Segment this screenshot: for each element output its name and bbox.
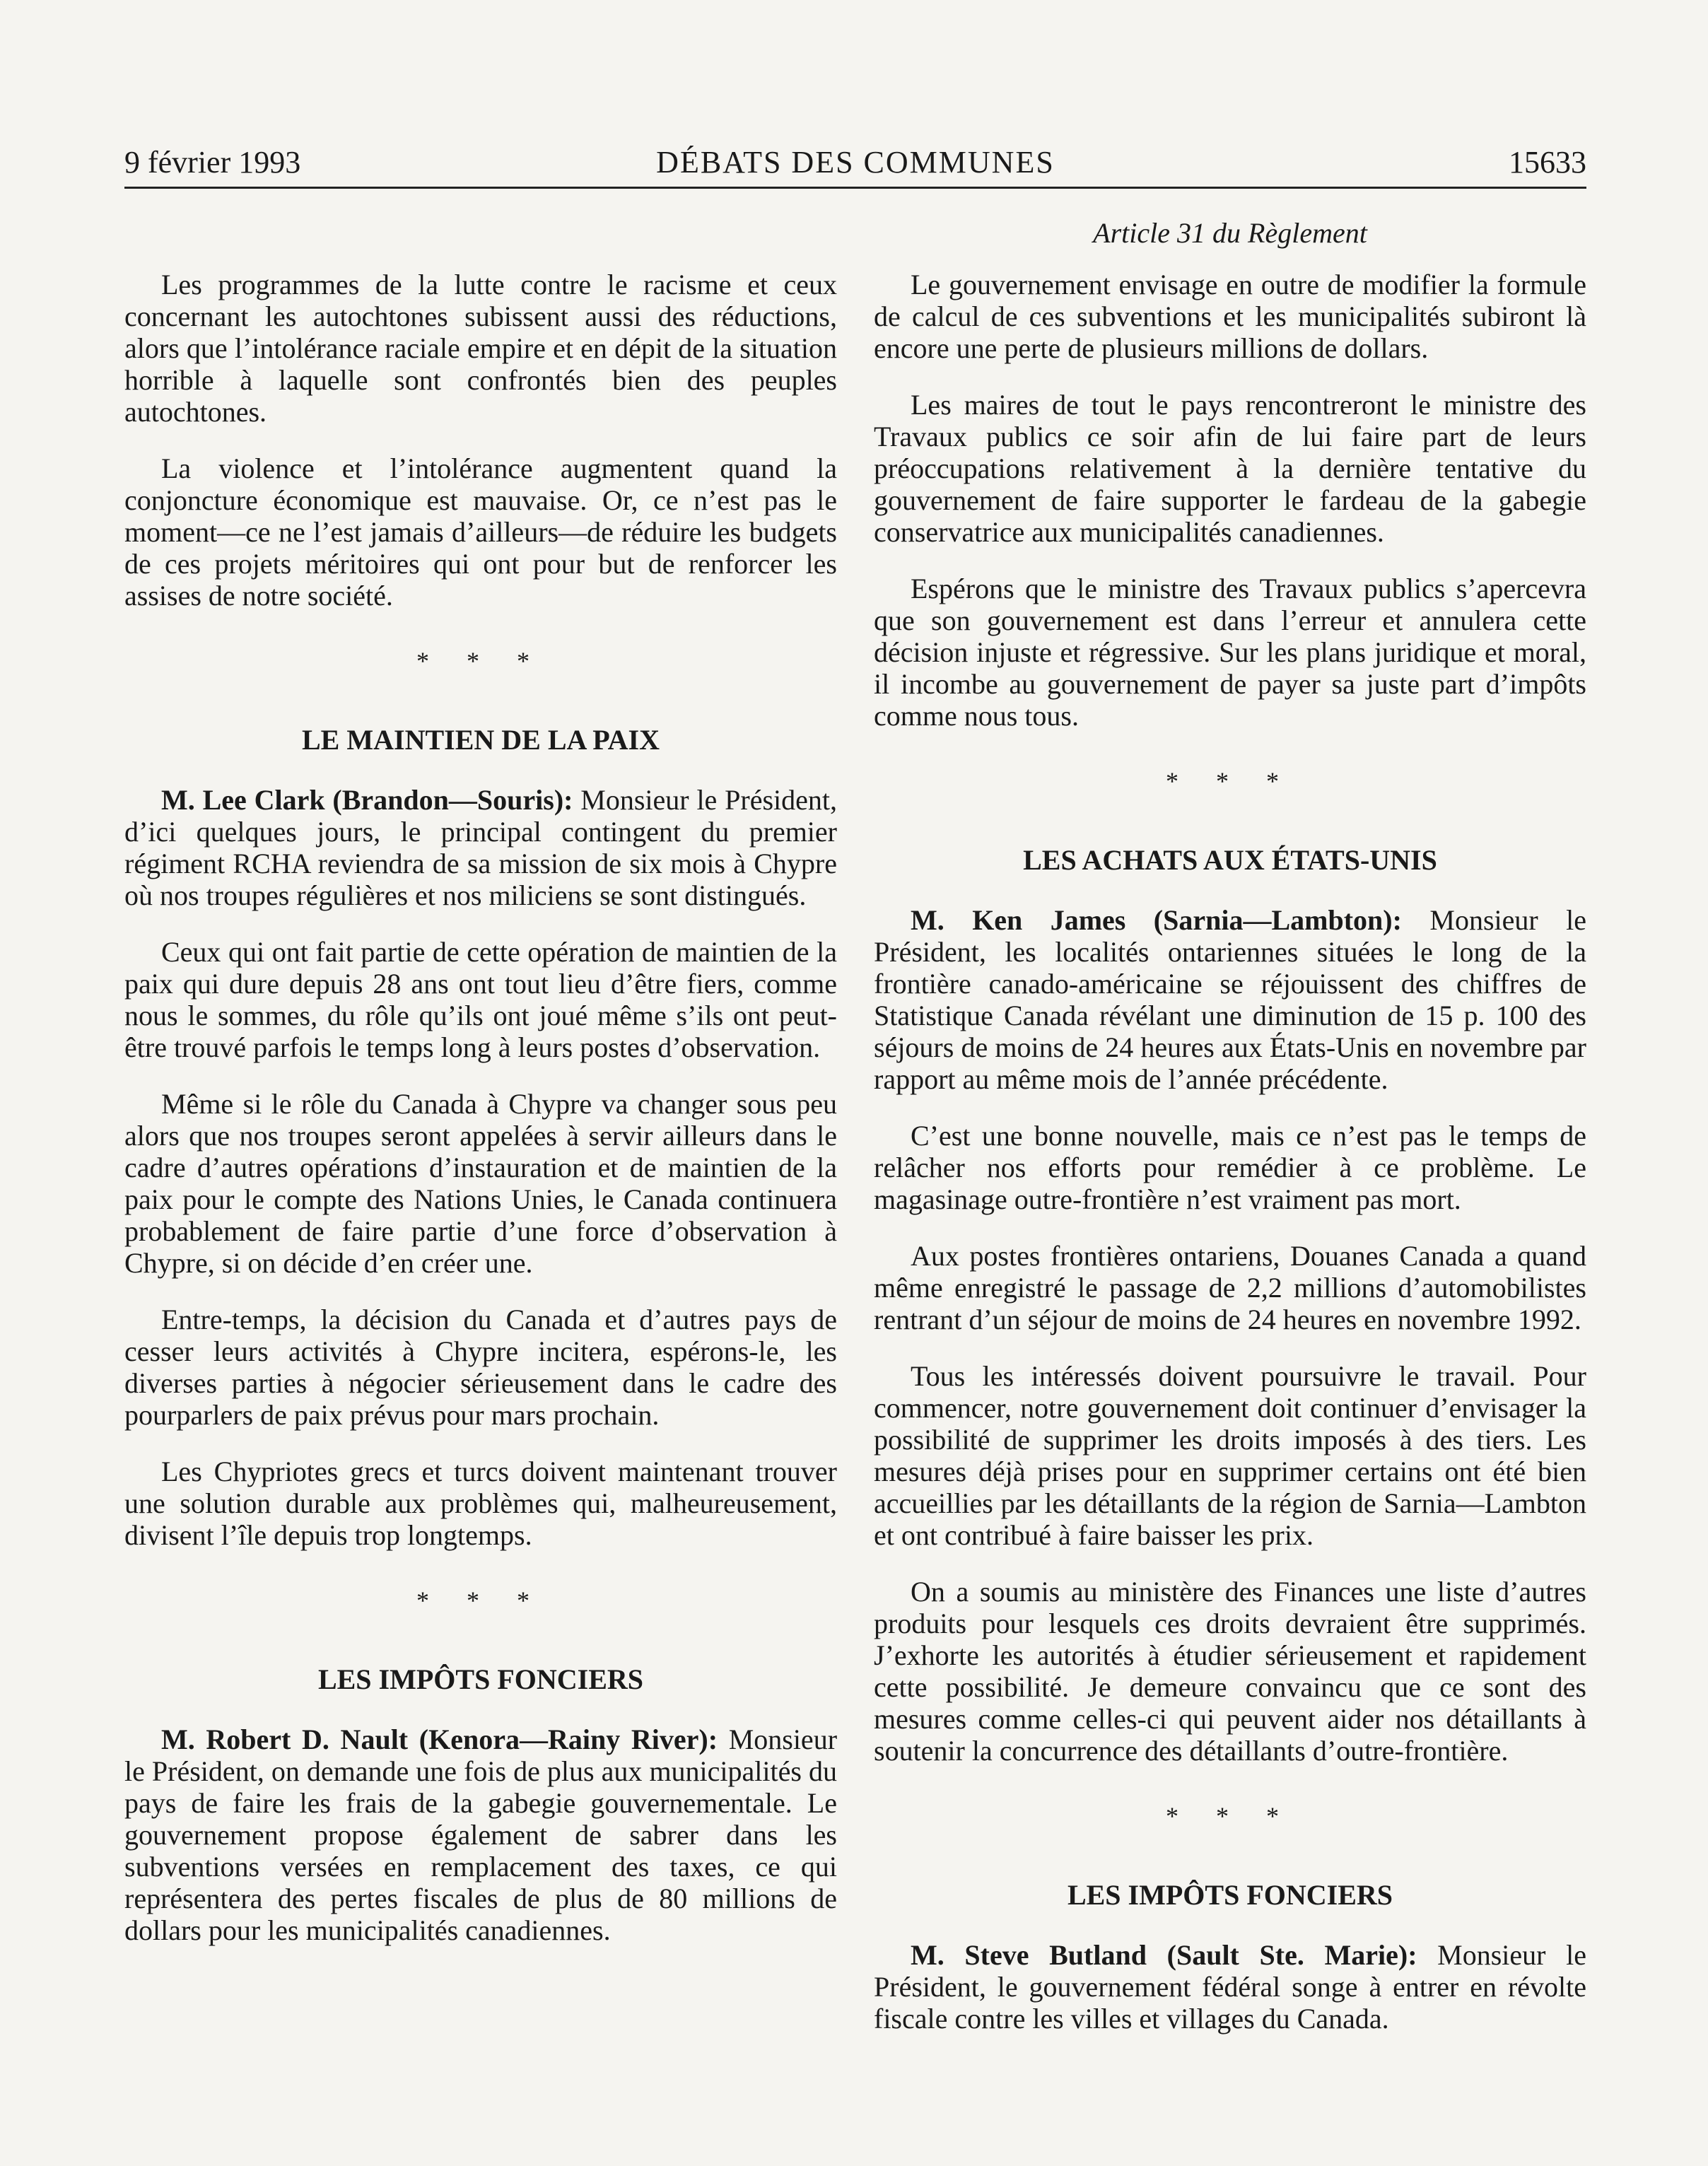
paragraph: Entre-temps, la décision du Canada et d’autres pays de cesser leurs activités à Chypre incitera, espérons-le, les diverses parties à négocier sérieusement dans le cadre des pourparlers de paix prévus pour mars prochain. [124, 1304, 837, 1431]
statement-paragraph [874, 1939, 1586, 2035]
header-date: 9 février 1993 [124, 145, 301, 180]
speaker-name: M. Steve Butland (Sault Ste. Marie): [911, 1939, 1417, 1971]
section-heading: LES IMPÔTS FONCIERS [317, 1663, 644, 1695]
speaker-name: M. Lee Clark (Brandon—Souris): [161, 784, 573, 816]
statement-paragraph [124, 784, 837, 911]
paragraph: Les Chypriotes grecs et turcs doivent maintenant trouver une solution durable aux problèmes qui, malheureusement, divisent l’île depuis trop longtemps. [124, 1456, 837, 1551]
left-column [124, 269, 837, 1971]
paragraph: Même si le rôle du Canada à Chypre va changer sous peu alors que nos troupes seront appelées à servir ailleurs dans le cadre d’autres opérations d’instauration et de maintien de la paix pour le compte des Nations Unies, le Canada continuera probablement de faire partie d’une force d’observation à Chypre, si on décide d’en créer une. [124, 1088, 837, 1279]
section-separator: * * * [1166, 1802, 1294, 1830]
paragraph: La violence et l’intolérance augmentent quand la conjoncture économique est mauvaise. Or, ce n’est pas le moment—ce ne l’est jamais d’ailleurs—de réduire les budgets de ces projets méritoires qui ont pour but de renforcer les assises de notre société. [124, 452, 837, 611]
paragraph: Aux postes frontières ontariens, Douanes Canada a quand même enregistré le passage de 2,2 millions d’automobilistes rentrant d’un séjour de moins de 24 heures en novembre 1992. [874, 1240, 1586, 1335]
section-subheader: Article 31 du Règlement [1093, 217, 1367, 249]
speaker-name: M. Robert D. Nault (Kenora—Rainy River): [161, 1723, 718, 1755]
section-heading: LE MAINTIEN DE LA PAIX [302, 724, 660, 756]
header-title: DÉBATS DES COMMUNES [656, 145, 1055, 180]
right-column [874, 269, 1586, 2059]
paragraph: C’est une bonne nouvelle, mais ce n’est pas le temps de relâcher nos efforts pour remédier à ce problème. Le magasinage outre-frontière n’est vraiment pas mort. [874, 1120, 1586, 1215]
section-separator: * * * [416, 1586, 545, 1615]
paragraph: Tous les intéressés doivent poursuivre le travail. Pour commencer, notre gouvernement doit continuer d’envisager la possibilité de supprimer les droits imposés à des tiers. Les mesures déjà prises pour en supprimer certains ont été bien accueillies par les détaillants de la région de Sarnia—Lambton et ont contribué à faire baisser les prix. [874, 1360, 1586, 1551]
statement-paragraph [124, 1723, 837, 1946]
paragraph: Ceux qui ont fait partie de cette opération de maintien de la paix qui dure depuis 28 ans ont tout lieu d’être fiers, comme nous le sommes, du rôle qu’ils ont joué même s’ils ont peut-être trouvé parfois le temps long à leurs postes d’observation. [124, 936, 837, 1063]
section-separator: * * * [416, 647, 545, 675]
statement-text: Monsieur le Président, les localités ontariennes situées le long de la frontière canado-américaine se réjouissent des chiffres de Statistique Canada révélant une diminution de 15 p. 100 des séjours de moins de 24 heures aux États-Unis en novembre par rapport au même mois de l’année précédente. [874, 904, 1587, 1095]
page-header [124, 141, 1586, 189]
paragraph: Le gouvernement envisage en outre de modifier la formule de calcul de ces subventions et les municipalités subiront là encore une perte de plusieurs millions de dollars. [874, 269, 1586, 364]
statement-text: Monsieur le Président, d’ici quelques jours, le principal contingent du premier régiment RCHA reviendra de sa mission de six mois à Chypre où nos troupes régulières et nos miliciens se sont distingués. [124, 784, 837, 911]
paragraph: Les programmes de la lutte contre le racisme et ceux concernant les autochtones subissent aussi des réductions, alors que l’intolérance raciale empire et en dépit de la situation horrible à laquelle sont confrontés bien des peuples autochtones. [124, 269, 837, 428]
paragraph: On a soumis au ministère des Finances une liste d’autres produits pour lesquels ces droits devraient être supprimés. J’exhorte les autorités à étudier sérieusement et rapidement cette possibilité. Je demeure convaincu que ce sont des mesures comme celles-ci qui peuvent aider nos détaillants à soutenir la concurrence des détaillants d’outre-frontière. [874, 1576, 1586, 1767]
header-page-number: 15633 [1509, 145, 1586, 180]
statement-text: Monsieur le Président, on demande une fois de plus aux municipalités du pays de faire les frais de la gabegie gouvernementale. Le gouvernement propose également de sabrer dans les subventions versées en remplacement des taxes, ce qui représentera des pertes fiscales de plus de 80 millions de dollars pour les municipalités canadiennes. [124, 1723, 838, 1946]
section-separator: * * * [1166, 767, 1294, 795]
speaker-name: M. Ken James (Sarnia—Lambton): [911, 904, 1402, 936]
statement-text: Monsieur le Président, le gouvernement fédéral songe à entrer en révolte fiscale contre les villes et villages du Canada. [874, 1939, 1587, 2035]
paragraph: Espérons que le ministre des Travaux publics s’apercevra que son gouvernement est dans l’erreur et annulera cette décision injuste et régressive. Sur les plans juridique et moral, il incombe au gouvernement de payer sa juste part d’impôts comme nous tous. [874, 573, 1586, 732]
statement-paragraph [874, 904, 1586, 1095]
section-heading: LES ACHATS AUX ÉTATS-UNIS [1023, 844, 1437, 876]
section-heading: LES IMPÔTS FONCIERS [1067, 1879, 1393, 1911]
paragraph: Les maires de tout le pays rencontreront le ministre des Travaux publics ce soir afin de lui faire part de leurs préoccupations relativement à la dernière tentative du gouvernement de faire supporter le fardeau de la gabegie conservatrice aux municipalités canadiennes. [874, 389, 1586, 548]
